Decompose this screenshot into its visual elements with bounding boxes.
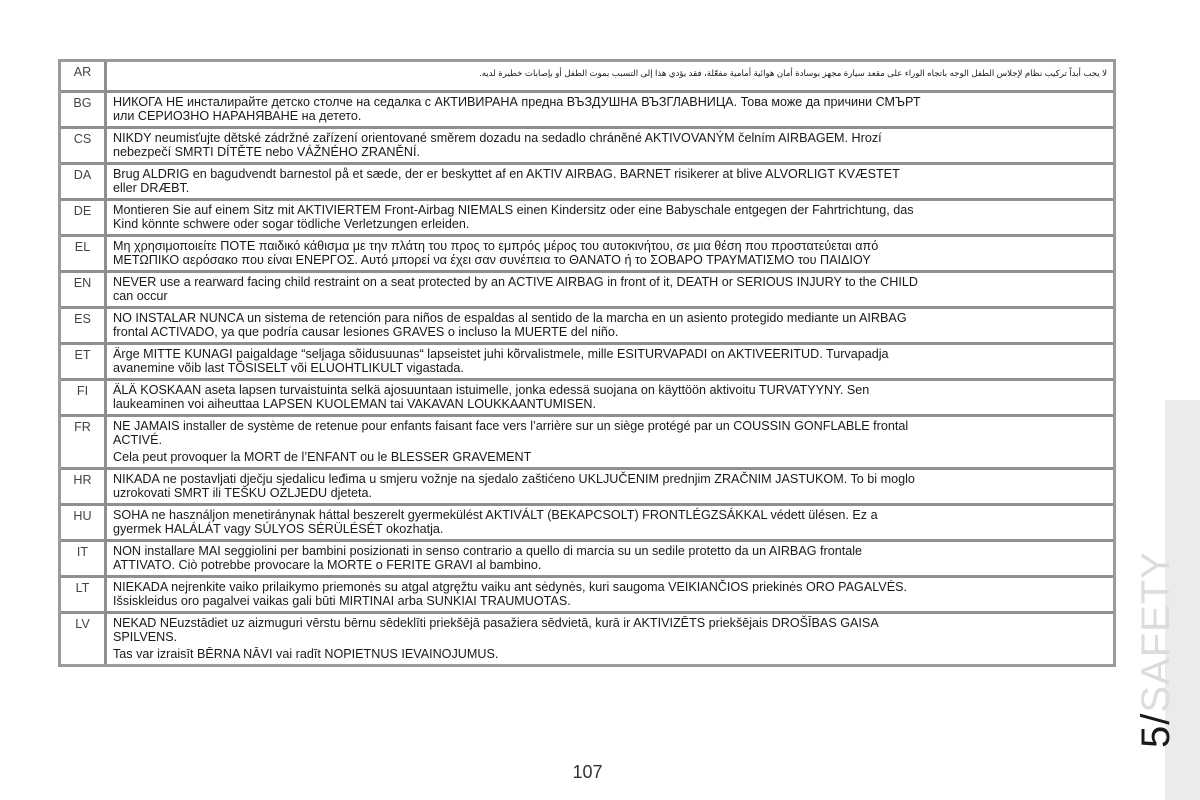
warning-text-paragraph: Cela peut provoquer la MORT de l’ENFANT ou le BLESSER GRAVEMENT (113, 450, 532, 464)
warning-row-lv (61, 614, 1113, 664)
section-title: SAFETY (1134, 551, 1178, 713)
warning-text-line: can occur (113, 289, 168, 303)
warning-text-line: NIKADA ne postavljati dječju sjedalicu leđima u smjeru vožnje na sjedalo zaštićeno UKLJUČENIM prednjim ZRAČNIM JASTUKOM. To bi moglo (113, 472, 915, 486)
airbag-warnings-table (61, 59, 1113, 667)
language-code: DE (61, 201, 107, 234)
warning-text-line: Kind könnte schwere oder sogar tödliche Verletzungen erleiden. (113, 217, 470, 231)
warning-text (107, 506, 1113, 539)
warning-text (107, 614, 1113, 664)
warning-text-line: gyermek HALÁLÁT vagy SÚLYOS SÉRÜLÉSÉT okozhatja. (113, 522, 444, 536)
warning-text-line: Ärge MITTE KUNAGI paigaldage “seljaga sõidusuunas“ lapseistet juhi kõrvalistmele, mille ESITURVAPADI on AKTIVEERITUD. Turvapadja (113, 347, 889, 361)
warning-text (107, 309, 1113, 342)
language-code: IT (61, 542, 107, 575)
warning-row-et (61, 345, 1113, 378)
warning-row-da (61, 165, 1113, 198)
page-number: 107 (572, 762, 603, 782)
warning-text (107, 129, 1113, 162)
warning-text (107, 470, 1113, 503)
warning-text-line: SOHA ne használjon menetiránynak háttal beszerelt gyermekülést AKTIVÁLT (BEKAPCSOLT) FRONTLÉGZSÁKKAL védett ülésen. Ez a (113, 508, 878, 522)
warning-row-hr (61, 470, 1113, 503)
warning-text-line: NE JAMAIS installer de système de retenue pour enfants faisant face vers l’arrière sur un siège protégé par un COUSSIN GONFLABLE frontal (113, 419, 909, 433)
warning-text-line: eller DRÆBT. (113, 181, 190, 195)
warning-text-line: Μη χρησιμοποιείτε ΠΟΤΕ παιδικό κάθισμα με την πλάτη του προς το εμπρός μέρος του αυτοκινήτου, σε μια θέση που προστατεύεται από (113, 239, 879, 253)
warning-text (107, 417, 1113, 467)
warning-text-line: avanemine võib last TÕSISELT või ELUOHTLIKULT vigastada. (113, 361, 464, 375)
language-code: DA (61, 165, 107, 198)
warning-text-paragraph: Tas var izraisīt BĒRNA NĀVI vai radīt NOPIETNUS IEVAINOJUMUS. (113, 647, 499, 661)
warning-text-line: uzrokovati SMRT ili TEŠKU OZLJEDU djeteta. (113, 486, 372, 500)
warning-text-line: NEVER use a rearward facing child restraint on a seat protected by an ACTIVE AIRBAG in front of it, DEATH or SERIOUS INJURY to the CHILD (113, 275, 918, 289)
language-code: FI (61, 381, 107, 414)
warning-text (107, 578, 1113, 611)
warning-text-line: ÄLÄ KOSKAAN aseta lapsen turvaistuinta selkä ajosuuntaan istuimelle, jonka edessä suojana on käyttöön aktivoitu TURVATYYNY. Sen (113, 383, 870, 397)
language-code: HR (61, 470, 107, 503)
warning-row-ar (61, 62, 1113, 90)
warning-text (107, 542, 1113, 575)
section-number: 5/ (1134, 712, 1178, 748)
warning-text-line: Išsiskleidus oro pagalvei vaikas gali būti MIRTINAI arba SUNKIAI TRAUMUOTAS. (113, 594, 571, 608)
warning-text-line: ΜΕΤΩΠΙΚΟ αερόσακο που είναι ΕΝΕΡΓΟΣ. Αυτό μπορεί να έχει σαν συνέπεια το ΘΑΝΑΤΟ ή το ΣΟΒΑΡΟ ΤΡΑΥΜΑΤΙΣΜΟ του ΠΑΙΔΙΟΥ (113, 253, 871, 267)
warning-row-de (61, 201, 1113, 234)
warnings-table-frame (58, 59, 1116, 667)
warning-text-line: Brug ALDRIG en bagudvendt barnestol på et sæde, der er beskyttet af en AKTIV AIRBAG. BARNET risikerer at blive ALVORLIGT KVÆSTET (113, 167, 900, 181)
warning-text (107, 93, 1113, 126)
language-code: BG (61, 93, 107, 126)
warning-text-line: لا يجب أبداً تركيب نظام لإجلاس الطفل الوجه باتجاه الوراء على مقعد سيارة مجهز بوسادة أمان هوائية أمامية مفعّلة، فقد يؤدي هذا إلى التسبب بموت الطفل أو بإصابات خطيرة لديه. (479, 68, 1107, 78)
warning-text-line: SPILVENS. (113, 630, 178, 644)
warning-text (107, 273, 1113, 306)
warning-row-fr (61, 417, 1113, 467)
warning-text-line: Montieren Sie auf einem Sitz mit AKTIVIERTEM Front-Airbag NIEMALS einen Kindersitz oder eine Babyschale entgegen der Fahrtrichtung, das (113, 203, 914, 217)
warning-text-line: frontal ACTIVADO, ya que podría causar lesiones GRAVES o incluso la MUERTE del niño. (113, 325, 619, 339)
warning-row-es (61, 309, 1113, 342)
language-code: EL (61, 237, 107, 270)
warning-text (107, 62, 1113, 90)
warning-row-en (61, 273, 1113, 306)
warning-text (107, 237, 1113, 270)
warning-text (107, 165, 1113, 198)
language-code: ES (61, 309, 107, 342)
language-code: LT (61, 578, 107, 611)
language-code: AR (61, 62, 107, 90)
warning-text (107, 345, 1113, 378)
section-label (1134, 551, 1179, 748)
warning-text-line: ACTIVÉ. (113, 433, 162, 447)
language-code: HU (61, 506, 107, 539)
language-code: FR (61, 417, 107, 467)
warning-text (107, 201, 1113, 234)
warning-text-line: или СЕРИОЗНО НАРАНЯВАНЕ на детето. (113, 109, 362, 123)
warning-text-line: NIEKADA nejrenkite vaiko prilaikymo priemonės su atgal atgręžtu vaiku ant sėdynės, kuri saugoma VEIKIANČIOS priekinės ORO PAGALVĖS. (113, 580, 907, 594)
warning-row-hu (61, 506, 1113, 539)
warning-text-line: NIKDY neumisťujte dětské zádržné zařízení orientované směrem dozadu na sedadlo chráněné AKTIVOVANÝM čelním AIRBAGEM. Hrozí (113, 131, 882, 145)
warning-text (107, 381, 1113, 414)
warning-row-cs (61, 129, 1113, 162)
warning-text-line: laukeaminen voi aiheuttaa LAPSEN KUOLEMAN tai VAKAVAN LOUKKAANTUMISEN. (113, 397, 596, 411)
language-code: ET (61, 345, 107, 378)
language-code: LV (61, 614, 107, 664)
warning-text-line: nebezpečí SMRTI DÍTĚTE nebo VÁŽNÉHO ZRANĚNÍ. (113, 145, 421, 159)
warning-text-line: ATTIVATO. Ciò potrebbe provocare la MORTE o FERITE GRAVI al bambino. (113, 558, 542, 572)
warning-text-line: NEKAD NEuzstādiet uz aizmuguri vērstu bērnu sēdeklīti priekšējā pasažiera sēdvietā, kurā ir AKTIVIZĒTS priekšējais DROŠĪBAS GAISA (113, 616, 879, 630)
warning-row-el (61, 237, 1113, 270)
warning-row-lt (61, 578, 1113, 611)
warning-text-line: NO INSTALAR NUNCA un sistema de retención para niños de espaldas al sentido de la marcha en un asiento protegido mediante un AIRBAG (113, 311, 907, 325)
warning-text-line: NON installare MAI seggiolini per bambini posizionati in senso contrario a quello di marcia su un sedile protetto da un AIRBAG frontale (113, 544, 863, 558)
language-code: EN (61, 273, 107, 306)
warning-row-it (61, 542, 1113, 575)
warning-text-line: НИКОГА НЕ инсталирайте детско столче на седалка с АКТИВИРАНА предна ВЪЗДУШНА ВЪЗГЛАВНИЦА. Това може да причини СМЪРТ (113, 95, 921, 109)
language-code: CS (61, 129, 107, 162)
warning-row-bg (61, 93, 1113, 126)
warning-row-fi (61, 381, 1113, 414)
